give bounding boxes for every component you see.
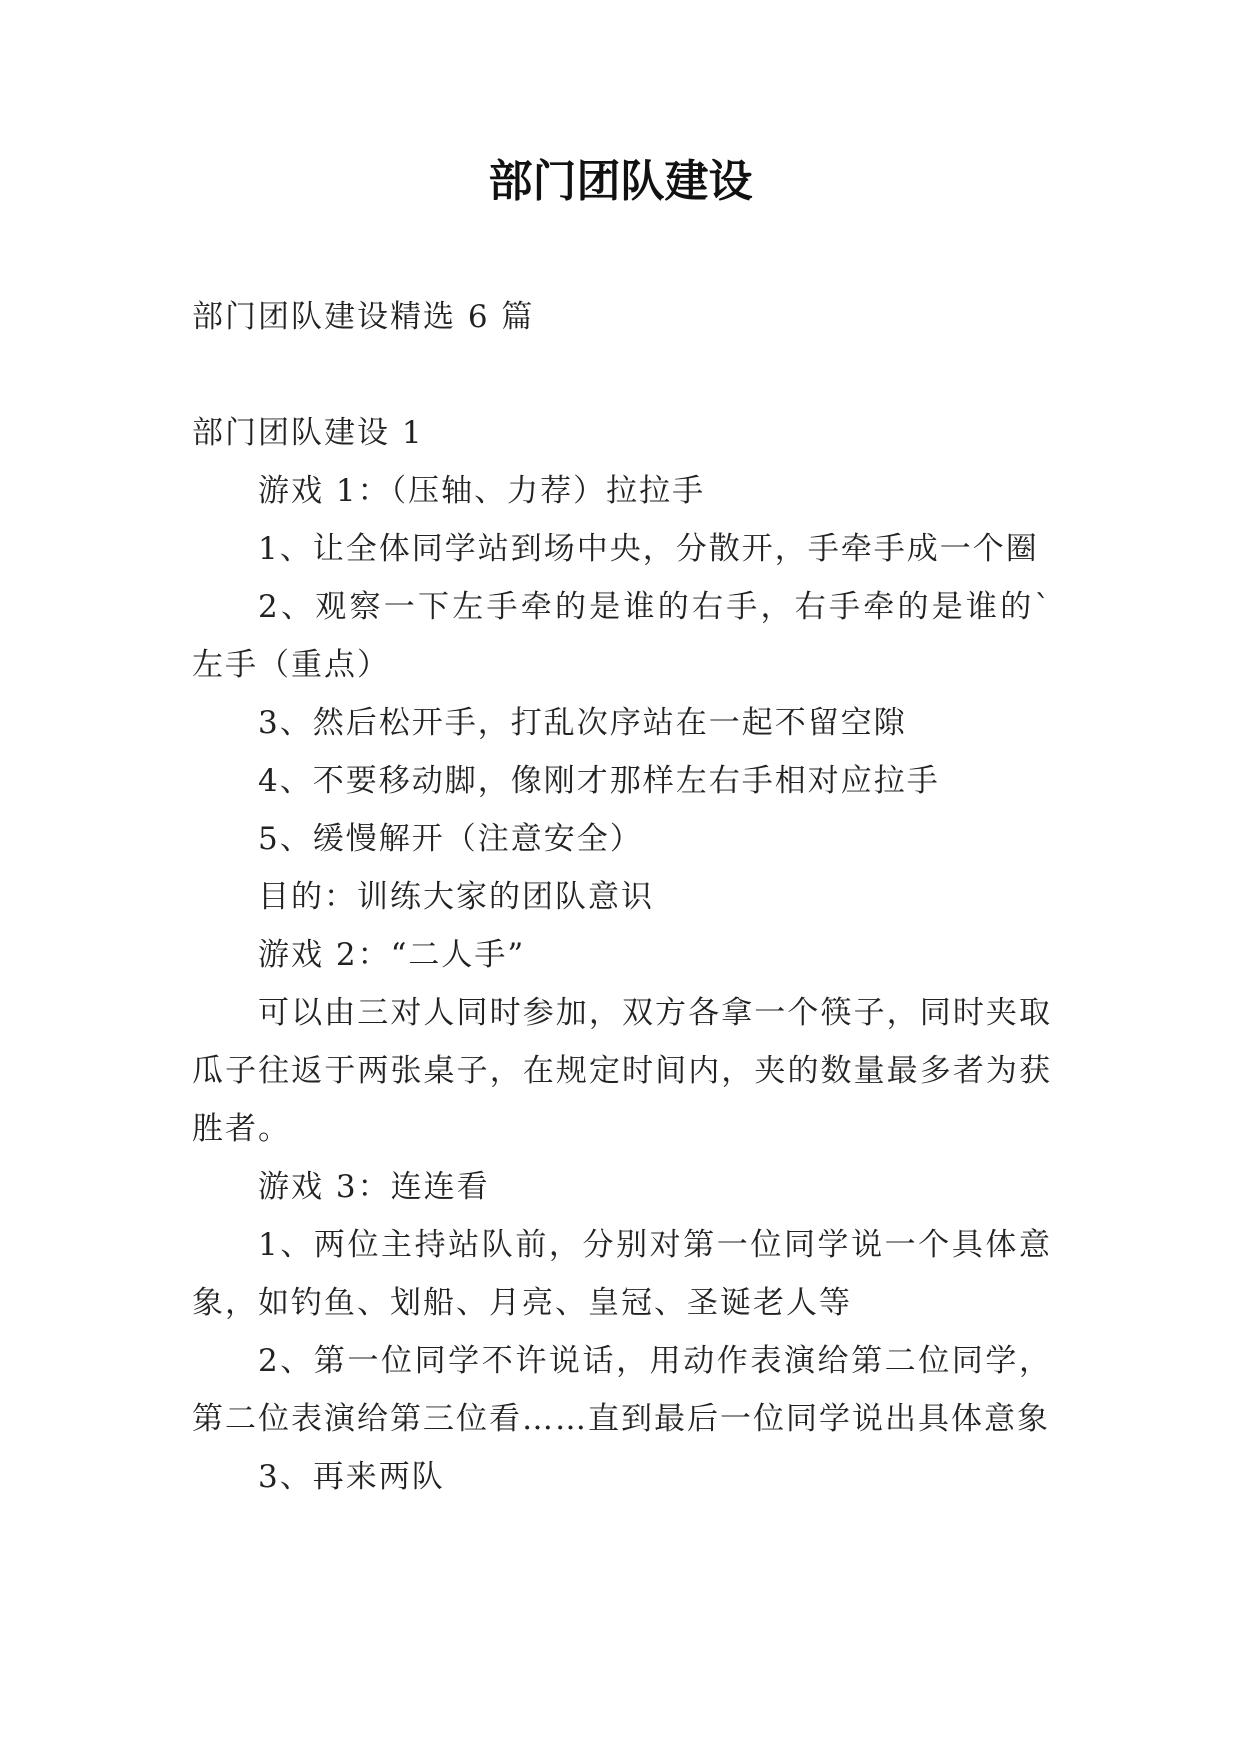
paragraph: 可以由三对人同时参加，双方各拿一个筷子，同时夹取瓜子往返于两张桌子，在规定时间内，夹的数量最多者为获胜者。 [192,995,1052,1147]
paragraph: 1、两位主持站队前，分别对第一位同学说一个具体意象，如钓鱼、划船、月亮、皇冠、圣诞老人等 [192,1227,1052,1321]
spacer [192,346,1052,404]
document-body [192,288,1052,1506]
document-subtitle: 部门团队建设精选 6 篇 [192,299,535,335]
paragraph: 5、缓慢解开（注意安全） [258,821,643,857]
paragraph: 游戏 3：连连看 [258,1169,490,1205]
paragraph: 游戏 1：（压轴、力荐）拉拉手 [258,473,706,509]
paragraph: 1、让全体同学站到场中央，分散开，手牵手成一个圈 [258,531,1039,567]
paragraph: 4、不要移动脚，像刚才那样左右手相对应拉手 [258,763,940,799]
document-title: 部门团队建设 [488,156,753,207]
paragraph: 目的：训练大家的团队意识 [258,879,654,915]
paragraph: 2、观察一下左手牵的是谁的右手，右手牵的是谁的`左手（重点） [192,589,1052,683]
paragraph: 游戏 2：“二人手” [258,937,526,973]
paragraph: 3、再来两队 [258,1459,445,1495]
paragraph: 2、第一位同学不许说话，用动作表演给第二位同学，第二位表演给第三位看……直到最后一位同学说出具体意象 [192,1343,1052,1437]
paragraph: 3、然后松开手，打乱次序站在一起不留空隙 [258,705,907,741]
section-heading: 部门团队建设 1 [192,415,424,451]
